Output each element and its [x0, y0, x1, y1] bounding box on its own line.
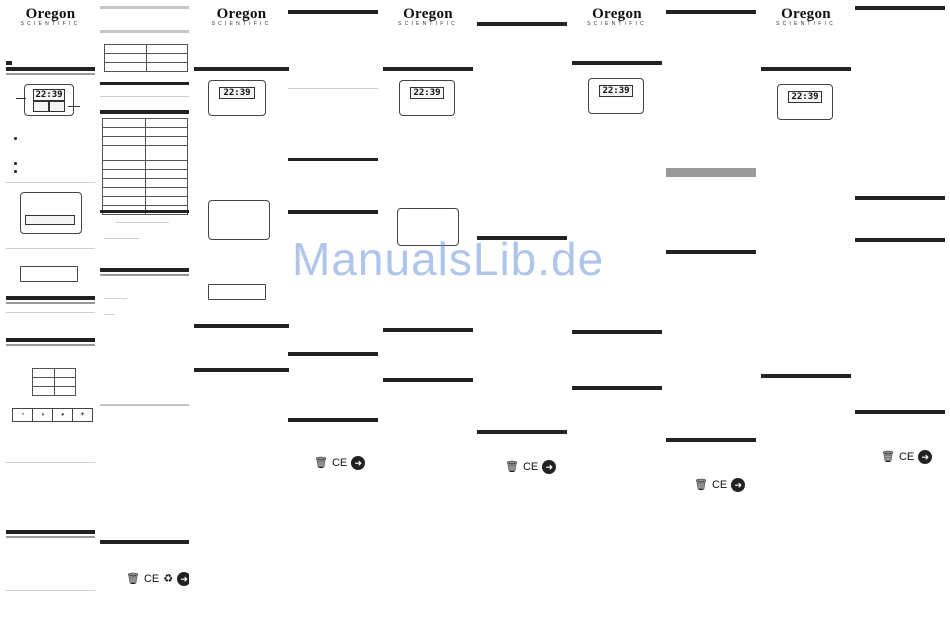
manual-page-specs [477, 0, 567, 624]
green-dot-icon: ➜ [542, 460, 556, 474]
divider [6, 182, 95, 183]
ce-mark-icon: CE [711, 479, 728, 491]
section-header-bar [100, 210, 189, 213]
table-row [33, 387, 76, 396]
moon-phase-icon: ◔ [12, 408, 33, 422]
divider [288, 88, 378, 89]
brand-name: Oregon [25, 6, 76, 22]
section-header-bar [666, 10, 756, 14]
ce-mark-icon: CE [898, 451, 915, 463]
brand-logo [194, 6, 289, 27]
weee-bin-icon: 🗑 [881, 451, 895, 463]
lcd-sub-display-right [49, 101, 65, 112]
divider [6, 312, 95, 313]
section-header-bar [383, 67, 473, 71]
manual-page-specs [666, 0, 756, 624]
section-header-bar [288, 158, 378, 161]
weee-bin-icon: 🗑 [126, 573, 140, 585]
ce-mark-icon: CE [522, 461, 539, 473]
section-header-bar [855, 410, 945, 414]
brand-logo [572, 6, 662, 27]
section-header-bar [288, 352, 378, 356]
table-row [33, 378, 76, 387]
clock-front-illustration [208, 80, 266, 116]
section-header-bar [288, 210, 378, 214]
table-row [103, 119, 188, 128]
lcd-sub-display-left [33, 101, 49, 112]
green-dot-icon: ➜ [177, 572, 189, 586]
green-dot-icon: ➜ [351, 456, 365, 470]
section-header-bar [477, 22, 567, 26]
section-header-bar [383, 378, 473, 382]
manual-page-specs [855, 0, 945, 624]
section-header-bar [100, 110, 189, 114]
manual-page-cover [383, 0, 473, 624]
table-row [103, 188, 188, 197]
clock-front-illustration [399, 80, 455, 116]
table-row [103, 146, 188, 161]
section-subheader-bar [6, 536, 95, 538]
section-header-bar [572, 386, 662, 390]
moon-phase-row [12, 408, 92, 426]
section-bar [100, 404, 189, 406]
table-row [103, 179, 188, 188]
table-row [103, 137, 188, 146]
section-subheader-bar [100, 274, 189, 276]
section-bar [100, 6, 189, 9]
section-header-bar [194, 368, 289, 372]
sun-icon: ☀ [72, 408, 93, 422]
brand-tagline: SCIENTIFIC [776, 21, 836, 27]
section-bar [100, 30, 189, 33]
ce-mark-icon: CE [143, 573, 160, 585]
section-header-bar [100, 268, 189, 272]
clock-front-illustration [24, 84, 74, 116]
table-row [33, 369, 76, 378]
table-row [103, 197, 188, 206]
section-header-bar [288, 10, 378, 14]
manual-page-cover [572, 0, 662, 624]
clock-front-illustration [588, 78, 644, 114]
brand-logo [761, 6, 851, 27]
bullet-icon [14, 162, 17, 165]
section-subheader-bar [6, 73, 95, 75]
section-header-bar [6, 296, 95, 300]
divider [6, 462, 95, 463]
compliance-marks [314, 456, 365, 470]
divider [6, 590, 95, 591]
brand-logo [383, 6, 473, 27]
specifications-table [102, 118, 188, 215]
divider [6, 248, 95, 249]
callout-line [16, 98, 26, 99]
battery-compartment [25, 215, 75, 225]
section-header-bar [855, 196, 945, 200]
section-marker [6, 61, 12, 65]
section-header-bar [100, 540, 189, 544]
lcd-time-display: 22:39 [410, 87, 444, 99]
section-subheader-bar [6, 344, 95, 346]
section-header-bar [100, 82, 189, 85]
lcd-time-display: 22:39 [219, 87, 255, 99]
manual-page-cover [6, 0, 95, 624]
section-header-bar [477, 430, 567, 434]
section-header-bar [761, 67, 851, 71]
section-header-bar [572, 61, 662, 65]
clock-top-illustration [208, 284, 266, 300]
divider [104, 314, 115, 315]
clock-front-illustration [777, 84, 833, 120]
watermark-text: ManualsLib.de [292, 233, 605, 285]
weee-bin-icon: 🗑 [314, 457, 328, 469]
compliance-marks [126, 572, 189, 586]
section-header-bar [194, 324, 289, 328]
section-header-bar [383, 328, 473, 332]
brand-tagline: SCIENTIFIC [398, 21, 458, 27]
clock-back-illustration [20, 192, 82, 234]
divider [100, 96, 189, 97]
divider [104, 298, 127, 299]
section-header-bar [572, 330, 662, 334]
section-header-bar [194, 67, 289, 71]
brand-name: Oregon [403, 6, 453, 22]
table-row [103, 128, 188, 137]
brand-name: Oregon [216, 6, 267, 22]
section-header-bar [6, 67, 95, 71]
manual-page-cover [761, 0, 851, 624]
bullet-icon [14, 170, 17, 173]
brand-name: Oregon [592, 6, 642, 22]
brand-name: Oregon [781, 6, 831, 22]
section-header-bar [666, 168, 756, 177]
compliance-marks [505, 460, 556, 474]
manual-page-specs [100, 0, 189, 624]
ce-mark-icon: CE [331, 457, 348, 469]
section-subheader-bar [6, 302, 95, 304]
table-row [105, 45, 188, 54]
clock-top-illustration [20, 266, 78, 282]
settings-table [32, 368, 76, 396]
lcd-time-display: 22:39 [33, 89, 65, 101]
weee-bin-icon: 🗑 [694, 479, 708, 491]
section-header-bar [855, 6, 945, 10]
section-header-bar [761, 374, 851, 378]
table-row [105, 54, 188, 63]
moon-phase-icon: ◕ [52, 408, 73, 422]
lcd-time-display: 22:39 [599, 85, 633, 97]
manual-page-specs [288, 0, 378, 624]
moon-phase-icon: ◑ [32, 408, 53, 422]
divider [116, 222, 169, 223]
brand-tagline: SCIENTIFIC [587, 21, 647, 27]
divider [104, 238, 139, 239]
clock-back-illustration [208, 200, 270, 240]
section-header-bar [666, 438, 756, 442]
compliance-marks [694, 478, 745, 492]
compliance-marks [881, 450, 932, 464]
callout-line [68, 106, 80, 107]
green-dot-icon: ➜ [731, 478, 745, 492]
section-header-bar [666, 250, 756, 254]
lcd-time-display: 22:39 [788, 91, 822, 103]
bullet-icon [14, 137, 17, 140]
section-header-bar [855, 238, 945, 242]
green-dot-icon: ➜ [918, 450, 932, 464]
table-row [103, 161, 188, 170]
section-header-bar [6, 338, 95, 342]
brand-tagline: SCIENTIFIC [20, 21, 81, 27]
weee-bin-icon: 🗑 [505, 461, 519, 473]
section-header-bar [288, 418, 378, 422]
section-header-bar [6, 530, 95, 534]
manual-page-cover [194, 0, 289, 624]
alert-table [104, 44, 188, 72]
brand-logo [6, 6, 95, 27]
table-row [103, 170, 188, 179]
brand-tagline: SCIENTIFIC [211, 21, 272, 27]
table-row [105, 63, 188, 72]
recycle-icon: ♻ [163, 573, 174, 585]
